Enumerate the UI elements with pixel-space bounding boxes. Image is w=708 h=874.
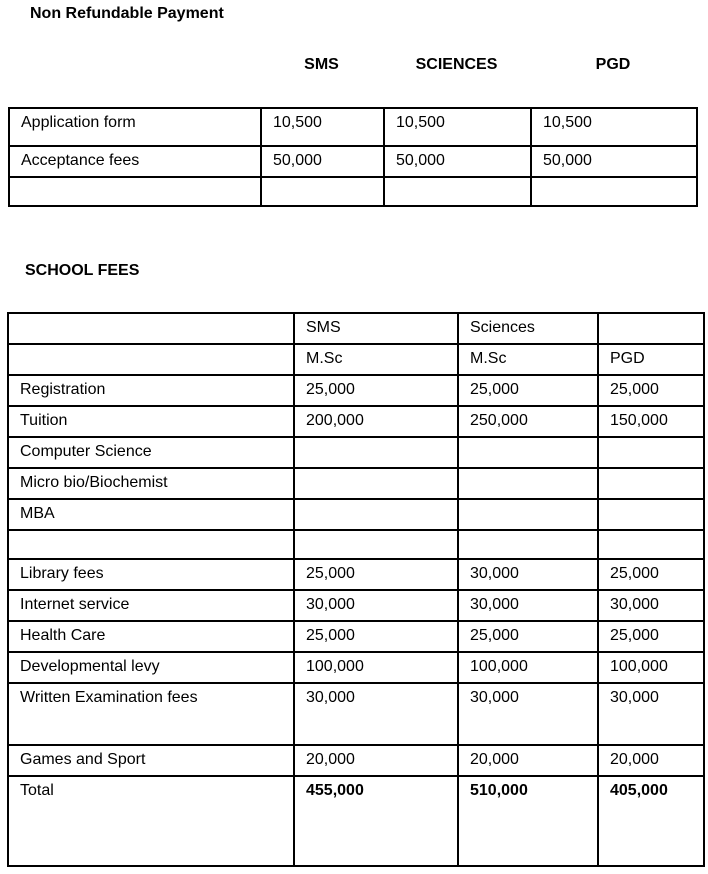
value-cell: 30,000	[458, 683, 598, 745]
value-cell	[294, 530, 458, 559]
row-label-cell: MBA	[8, 499, 294, 530]
value-cell	[294, 499, 458, 530]
row-label-cell: Developmental levy	[8, 652, 294, 683]
value-cell	[598, 437, 704, 468]
value-cell: 25,000	[598, 375, 704, 406]
value-cell: 200,000	[294, 406, 458, 437]
header-cell-blank	[598, 313, 704, 344]
non-refundable-table	[8, 107, 698, 207]
value-cell	[531, 177, 697, 206]
value-cell: 10,500	[261, 108, 384, 146]
row-label-cell	[9, 177, 261, 206]
table-row	[8, 683, 704, 745]
school-fees-table	[7, 312, 705, 867]
value-cell: 10,500	[531, 108, 697, 146]
value-cell: 30,000	[598, 590, 704, 621]
value-cell: 50,000	[384, 146, 531, 177]
row-label-cell: Library fees	[8, 559, 294, 590]
table-row	[8, 652, 704, 683]
value-cell	[294, 468, 458, 499]
header-spacer	[8, 56, 260, 74]
table-row	[8, 621, 704, 652]
header-cell-msc: M.Sc	[458, 344, 598, 375]
total-value-cell: 455,000	[294, 776, 458, 866]
table-row	[8, 468, 704, 499]
value-cell: 30,000	[598, 683, 704, 745]
value-cell: 25,000	[598, 559, 704, 590]
header-cell-pgd: PGD	[598, 344, 704, 375]
total-value-cell: 405,000	[598, 776, 704, 866]
value-cell	[458, 530, 598, 559]
value-cell	[294, 437, 458, 468]
table-row	[8, 590, 704, 621]
table-row	[9, 177, 697, 206]
value-cell: 25,000	[294, 621, 458, 652]
value-cell	[598, 530, 704, 559]
total-value-cell: 510,000	[458, 776, 598, 866]
table-row	[8, 499, 704, 530]
value-cell: 100,000	[294, 652, 458, 683]
table-row	[8, 375, 704, 406]
value-cell: 25,000	[458, 621, 598, 652]
value-cell: 25,000	[294, 375, 458, 406]
column-header-sciences: SCIENCES	[415, 56, 498, 73]
table-row	[9, 108, 697, 146]
row-label-cell	[8, 344, 294, 375]
table-row	[8, 559, 704, 590]
row-label-cell: Tuition	[8, 406, 294, 437]
header-cell-sms: SMS	[294, 313, 458, 344]
row-label-cell	[8, 313, 294, 344]
table-row	[9, 146, 697, 177]
row-label-cell: Computer Science	[8, 437, 294, 468]
row-label-cell: Games and Sport	[8, 745, 294, 776]
value-cell: 30,000	[294, 683, 458, 745]
row-label-cell: Registration	[8, 375, 294, 406]
value-cell: 10,500	[384, 108, 531, 146]
total-row	[8, 776, 704, 866]
row-label-text: Written Examination fees	[20, 689, 198, 706]
value-cell: 20,000	[294, 745, 458, 776]
row-label-cell: Health Care	[8, 621, 294, 652]
row-label-cell	[8, 530, 294, 559]
value-cell: 25,000	[294, 559, 458, 590]
value-cell	[458, 437, 598, 468]
value-cell: 20,000	[458, 745, 598, 776]
row-label-cell: Internet service	[8, 590, 294, 621]
column-header-sms: SMS	[304, 56, 339, 73]
value-cell	[384, 177, 531, 206]
row-label-cell: Micro bio/Biochemist	[8, 468, 294, 499]
doc-title: Non Refundable Payment	[30, 5, 224, 22]
table-row	[8, 437, 704, 468]
value-cell: 25,000	[598, 621, 704, 652]
table-row	[8, 530, 704, 559]
header-row-programme	[8, 344, 704, 375]
table-row	[8, 406, 704, 437]
value-cell	[598, 499, 704, 530]
value-cell	[261, 177, 384, 206]
value-cell: 100,000	[458, 652, 598, 683]
value-cell: 20,000	[598, 745, 704, 776]
value-cell: 30,000	[294, 590, 458, 621]
value-cell: 30,000	[458, 559, 598, 590]
value-cell: 150,000	[598, 406, 704, 437]
value-cell: 50,000	[261, 146, 384, 177]
row-label-cell: Acceptance fees	[9, 146, 261, 177]
value-cell	[458, 468, 598, 499]
value-cell: 25,000	[458, 375, 598, 406]
value-cell: 100,000	[598, 652, 704, 683]
header-cell-sciences: Sciences	[458, 313, 598, 344]
value-cell: 250,000	[458, 406, 598, 437]
column-header-pgd: PGD	[595, 56, 631, 73]
row-label-cell: Application form	[9, 108, 261, 146]
value-cell	[598, 468, 704, 499]
row-label-cell	[8, 683, 294, 745]
header-cell-msc: M.Sc	[294, 344, 458, 375]
value-cell: 30,000	[458, 590, 598, 621]
school-fees-heading: SCHOOL FEES	[25, 262, 140, 279]
table-row	[8, 745, 704, 776]
header-row-faculty	[8, 313, 704, 344]
row-label-cell: Total	[8, 776, 294, 866]
value-cell	[458, 499, 598, 530]
value-cell: 50,000	[531, 146, 697, 177]
fee-columns-header	[8, 56, 696, 74]
